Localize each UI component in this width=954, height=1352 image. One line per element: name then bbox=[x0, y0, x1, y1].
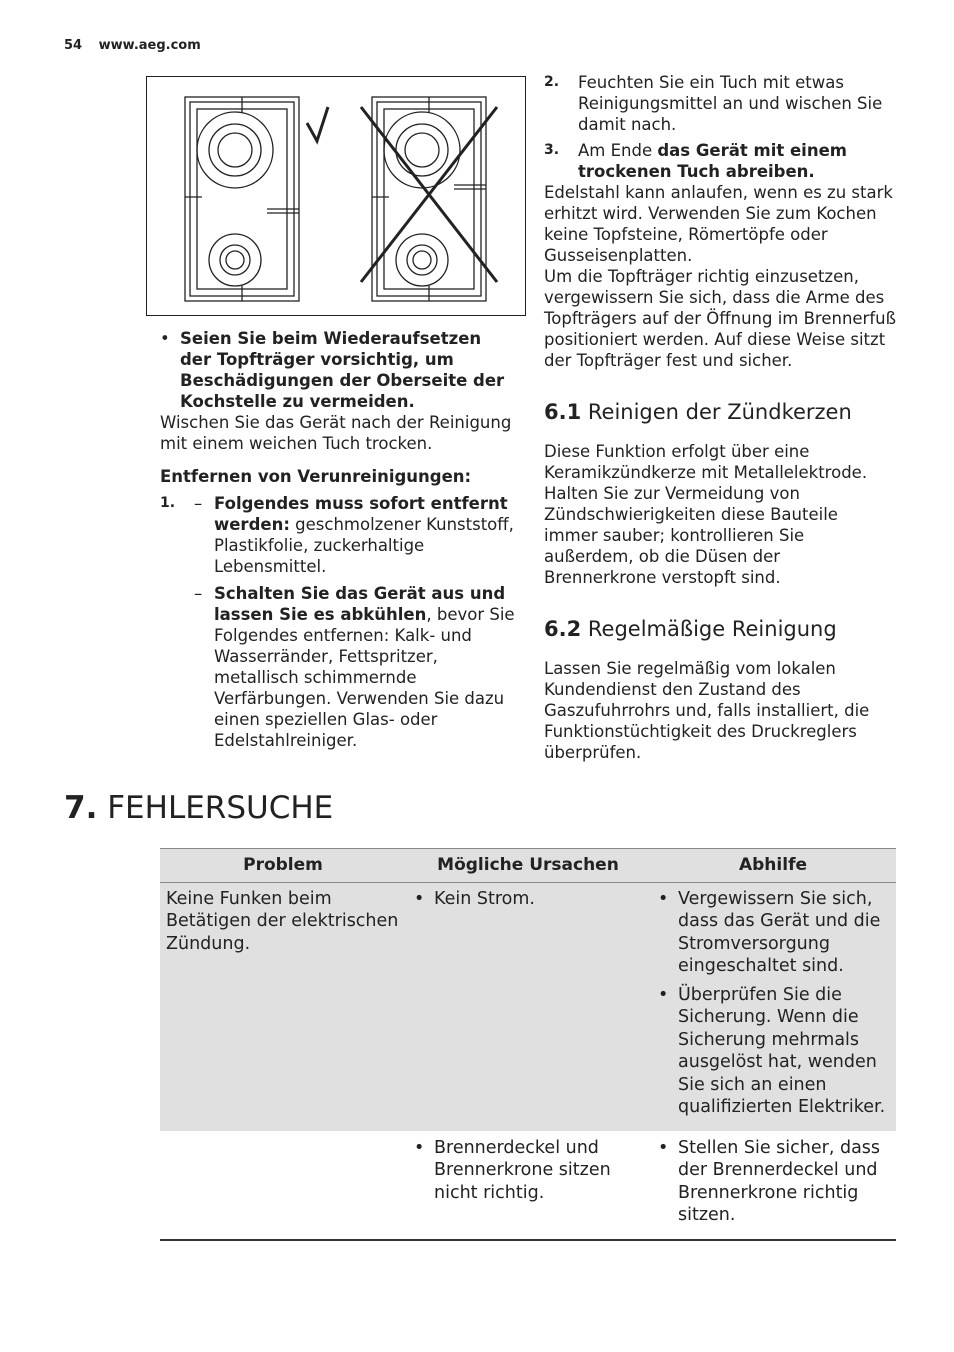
problem-cell bbox=[160, 1131, 406, 1240]
section-6-2-number: 6.2 bbox=[544, 617, 582, 641]
dash-2-rest: , bevor Sie Folgendes entfernen: Kalk- und Wasserränder, Fettspritzer, metallisch schimmernde Verfärbungen. Verwenden Sie dazu einen speziellen Glas- oder Edelstahlreiniger. bbox=[214, 605, 515, 750]
pan-support-illustration bbox=[146, 76, 526, 316]
step-3-number: 3. bbox=[544, 142, 560, 158]
site-url: www.aeg.com bbox=[98, 38, 201, 53]
section-6-1-number: 6.1 bbox=[544, 400, 582, 424]
wipe-text: Wischen Sie das Gerät nach der Reinigung mit einem weichen Tuch trocken. bbox=[160, 413, 512, 453]
header-remedy: Abhilfe bbox=[650, 849, 896, 883]
step-3 bbox=[544, 140, 896, 182]
dash-item-1 bbox=[194, 493, 516, 577]
remedy-item bbox=[656, 1137, 890, 1227]
cause-item bbox=[412, 1137, 644, 1205]
warning-text: Seien Sie beim Wiederaufsetzen der Topfträger vorsichtig, um Beschädigungen der Oberseite der Kochstelle zu vermeiden. bbox=[180, 329, 505, 411]
section-7-number: 7. bbox=[64, 790, 98, 826]
dash-2-bold: Schalten Sie das Gerät aus und lassen Sie es abkühlen bbox=[214, 584, 506, 624]
remedy-text: Überprüfen Sie die Sicherung. Wenn die Sicherung mehrmals ausgelöst hat, wenden Sie sich an einen qualifizierten Elektriker. bbox=[678, 984, 886, 1117]
dash-icon: – bbox=[194, 584, 203, 603]
bullet-icon: • bbox=[658, 984, 669, 1005]
bullet-icon: • bbox=[414, 1137, 425, 1158]
remedy-cell bbox=[650, 882, 896, 1131]
section-6-2-title: Regelmäßige Reinigung bbox=[587, 617, 837, 641]
section-6-2-heading bbox=[544, 616, 896, 642]
correct-pan-support bbox=[185, 97, 299, 301]
dash-item-2 bbox=[194, 583, 516, 751]
problem-text: Keine Funken beim Betätigen der elektrischen Zündung. bbox=[166, 888, 399, 954]
pan-support-text: Um die Topfträger richtig einzusetzen, vergewissern Sie sich, dass die Arme des Topfträgers auf der Öffnung im Brennerfuß positioniert werden. Auf diese Weise sitzt der Topfträger fest und sicher. bbox=[544, 267, 897, 370]
step-2-number: 2. bbox=[544, 74, 560, 90]
dash-1-bold: Folgendes muss sofort entfernt werden: bbox=[214, 494, 508, 534]
remedy-item bbox=[656, 888, 890, 978]
right-column bbox=[544, 72, 896, 763]
left-column bbox=[160, 328, 516, 751]
header-problem: Problem bbox=[160, 849, 406, 883]
page-number: 54 bbox=[64, 38, 83, 53]
dash-1-rest: geschmolzener Kunststoff, Plastikfolie, zuckerhaltige Lebensmittel. bbox=[214, 515, 514, 576]
table-header-row bbox=[160, 849, 896, 883]
header-causes: Mögliche Ursachen bbox=[406, 849, 650, 883]
remedy-text: Stellen Sie sicher, dass der Brennerdeckel und Brennerkrone richtig sitzen. bbox=[678, 1137, 881, 1225]
bullet-icon: • bbox=[658, 888, 669, 909]
section-6-2-text: Lassen Sie regelmäßig vom lokalen Kundendienst den Zustand des Gaszufuhrrohrs und, falls installiert, die Funktionstüchtigkeit des Druckreglers überprüfen. bbox=[544, 659, 870, 762]
stainless-steel-text: Edelstahl kann anlaufen, wenn es zu stark erhitzt wird. Verwenden Sie zum Kochen keine Topfsteine, Römertöpfe oder Gusseisenplatten. bbox=[544, 183, 893, 265]
section-7-title: FEHLERSUCHE bbox=[107, 790, 334, 826]
cause-text: Kein Strom. bbox=[434, 888, 535, 909]
incorrect-pan-support bbox=[372, 97, 486, 301]
cause-cell bbox=[406, 1131, 650, 1240]
check-mark-icon bbox=[307, 107, 328, 141]
dash-icon: – bbox=[194, 494, 203, 513]
remedy-text: Vergewissern Sie sich, dass das Gerät und die Stromversorgung eingeschaltet sind. bbox=[678, 888, 881, 976]
cause-text: Brennerdeckel und Brennerkrone sitzen nicht richtig. bbox=[434, 1137, 611, 1203]
removal-title: Entfernen von Verunreinigungen: bbox=[160, 467, 472, 486]
cause-cell bbox=[406, 882, 650, 1131]
page-header bbox=[64, 38, 201, 53]
section-6-1-text: Diese Funktion erfolgt über eine Keramikzündkerze mit Metallelektrode. Halten Sie zur Vermeidung von Zündschwierigkeiten diese Bauteile immer sauber; kontrollieren Sie außerdem, ob die Düsen der Brennerkrone verstopft sind. bbox=[544, 442, 868, 587]
remedy-cell bbox=[650, 1131, 896, 1240]
cross-icon bbox=[361, 107, 497, 282]
bullet-icon: • bbox=[658, 1137, 669, 1158]
warning-bullet bbox=[160, 328, 516, 412]
remedy-item bbox=[656, 984, 890, 1119]
step-3-pre: Am Ende bbox=[578, 141, 658, 160]
section-6-1-heading bbox=[544, 399, 896, 425]
step-1 bbox=[160, 493, 516, 577]
step-1-number: 1. bbox=[160, 495, 176, 511]
step-2-text: Feuchten Sie ein Tuch mit etwas Reinigungsmittel an und wischen Sie damit nach. bbox=[578, 73, 883, 134]
step-3-bold: das Gerät mit einem trockenen Tuch abreiben. bbox=[578, 141, 847, 181]
troubleshooting-table bbox=[160, 848, 896, 1241]
pan-support-diagram bbox=[147, 77, 525, 315]
section-6-1-title: Reinigen der Zündkerzen bbox=[587, 400, 852, 424]
bullet-icon: • bbox=[414, 888, 425, 909]
table-row bbox=[160, 882, 896, 1131]
bullet-icon: • bbox=[160, 329, 170, 348]
problem-cell bbox=[160, 882, 406, 1131]
section-7-heading bbox=[64, 788, 333, 828]
cause-item bbox=[412, 888, 644, 911]
table-row bbox=[160, 1131, 896, 1240]
step-2 bbox=[544, 72, 896, 135]
